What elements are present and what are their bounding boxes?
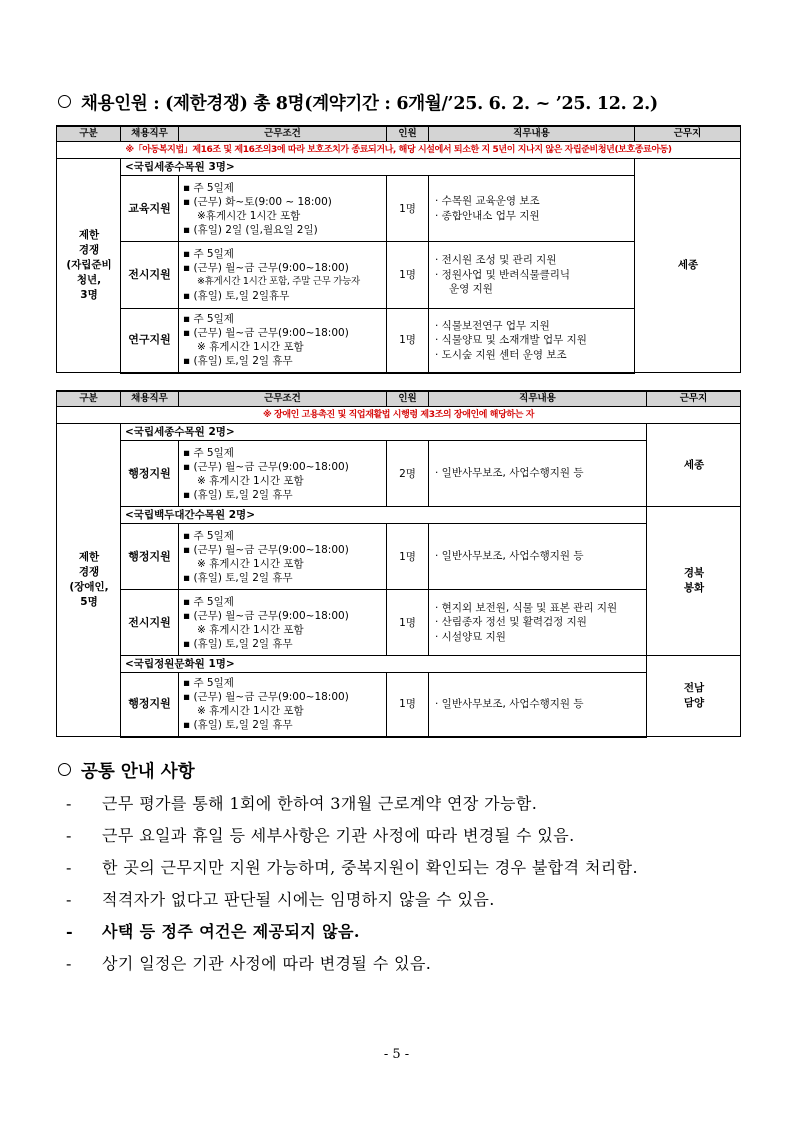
org-label: <국립백두대간수목원 2명>	[121, 507, 647, 524]
eligibility-note: ※「아동복지법」제16조 및 제16조의3에 따라 보호조치가 종료되거나, 해당 시설에서 퇴소한 지 5년이 지나지 않은 자립준비청년(보호종료아동)	[57, 142, 741, 159]
conditions-cell	[179, 309, 387, 373]
table-row	[57, 441, 741, 507]
header-conditions: 근무조건	[179, 126, 387, 142]
duty-cell	[429, 590, 647, 656]
header-duties: 직무내용	[429, 391, 647, 407]
header-count: 인원	[387, 391, 429, 407]
group-line: 제한	[78, 229, 100, 241]
duty-cell	[429, 242, 635, 309]
location-cell: 세종	[647, 424, 741, 507]
location-line: 담양	[683, 697, 705, 709]
cond-line: ▪ (휴일) 토,일 2일 휴무	[183, 571, 293, 584]
cond-line: ▪ (휴일) 토,일 2일 휴무	[183, 488, 293, 501]
duty-line: · 식물보전연구 업무 지원	[435, 319, 550, 332]
group-cell	[57, 159, 121, 373]
org-row	[57, 159, 741, 176]
header-location: 근무지	[647, 391, 741, 407]
job-cell: 전시지원	[121, 242, 179, 309]
org-label: <국립세종수목원 2명>	[121, 424, 647, 441]
location-cell	[647, 656, 741, 737]
duty-line: · 일반사무보조, 사업수행지원 등	[435, 550, 584, 563]
count-cell: 1명	[387, 590, 429, 656]
header-count: 인원	[387, 126, 429, 142]
duty-line: · 종합안내소 업무 지원	[435, 209, 540, 222]
header-category: 구분	[57, 126, 121, 142]
conditions-cell	[179, 176, 387, 242]
heading-text: 채용인원 : (제한경쟁) 총 8명(계약기간 : 6개월/’25. 6. 2. ~ ’25. 12. 2.)	[81, 94, 658, 114]
group-line: (자립준비	[66, 259, 112, 271]
list-item	[66, 916, 766, 948]
cond-line: ▪ 주 5일제	[183, 248, 234, 260]
duty-line: · 일반사무보조, 사업수행지원 등	[435, 467, 584, 480]
duty-cell	[429, 176, 635, 242]
list-item	[66, 788, 766, 820]
job-cell: 전시지원	[121, 590, 179, 656]
table-row	[57, 590, 741, 656]
org-label: <국립정원문화원 1명>	[121, 656, 647, 673]
cond-line: ※ 휴게시간 1시간 포함	[197, 623, 304, 636]
duty-line: · 현지외 보전원, 식물 및 표본 관리 지원	[435, 601, 618, 614]
group-line: (장애인,	[69, 581, 109, 593]
duty-cell	[429, 673, 647, 737]
count-cell: 2명	[387, 441, 429, 507]
job-cell: 행정지원	[121, 441, 179, 507]
location-line: 경북	[683, 567, 705, 579]
cond-line: ※휴게시간 1시간 포함	[197, 209, 301, 222]
page-number: - 5 -	[383, 1047, 410, 1062]
count-cell: 1명	[387, 309, 429, 373]
list-item-text: 적격자가 없다고 판단될 시에는 임명하지 않을 수 있음.	[102, 890, 495, 909]
table-header-row	[57, 391, 741, 407]
header-job: 채용직무	[121, 391, 179, 407]
duty-line: · 식물양묘 및 소재개발 업무 지원	[435, 334, 587, 346]
recruit-table-disabled	[56, 390, 741, 738]
cond-line: ▪ (근무) 월~금 근무(9:00~18:00)	[183, 609, 349, 622]
cond-line: ▪ (근무) 월~금 근무(9:00~18:00)	[183, 327, 349, 340]
header-duties: 직무내용	[429, 126, 635, 142]
common-title-text: 공통 안내 사항	[81, 762, 195, 782]
cond-line: ▪ 주 5일제	[183, 446, 234, 459]
dash-bullet: -	[66, 794, 72, 813]
cond-line: ※휴게시간 1시간 포함, 주말 근무 가능자	[197, 276, 360, 287]
location-cell	[647, 507, 741, 656]
conditions-cell	[179, 441, 387, 507]
duty-line: · 일반사무보조, 사업수행지원 등	[435, 698, 584, 710]
list-item-text: 사택 등 정주 여건은 제공되지 않음.	[102, 922, 360, 941]
header-location: 근무지	[635, 126, 741, 142]
common-info-list	[66, 788, 766, 980]
group-line: 제한	[78, 551, 100, 563]
conditions-cell	[179, 673, 387, 737]
duty-line: 운영 지원	[449, 283, 493, 296]
cond-line: ▪ 주 5일제	[183, 181, 234, 194]
job-cell: 교육지원	[121, 176, 179, 242]
org-row	[57, 424, 741, 441]
cond-line: ▪ (휴일) 토,일 2일휴무	[183, 290, 290, 302]
header-category: 구분	[57, 391, 121, 407]
cond-line: ▪ 주 5일제	[183, 595, 234, 608]
duty-line: · 전시원 조성 및 관리 지원	[435, 254, 557, 267]
cond-line: ▪ (휴일) 토,일 2일 휴무	[183, 637, 293, 650]
conditions-cell	[179, 524, 387, 590]
table-row	[57, 673, 741, 737]
cond-line: ▪ (휴일) 2일 (일,월요일 2일)	[183, 223, 318, 236]
list-item	[66, 852, 766, 884]
count-cell: 1명	[387, 242, 429, 309]
cond-line: ▪ 주 5일제	[183, 313, 234, 326]
conditions-cell	[179, 242, 387, 309]
circle-bullet-icon	[58, 95, 71, 108]
header-conditions: 근무조건	[179, 391, 387, 407]
cond-line: ※ 휴게시간 1시간 포함	[197, 705, 304, 718]
recruit-table-youth	[56, 125, 741, 374]
list-item-text: 한 곳의 근무지만 지원 가능하며, 중복지원이 확인되는 경우 불합격 처리함.	[102, 858, 639, 877]
duty-line: · 도시숲 지원 센터 운영 보조	[435, 348, 567, 361]
cond-line: ▪ (근무) 월~금 근무(9:00~18:00)	[183, 691, 349, 704]
cond-line: ▪ (근무) 화~토(9:00 ~ 18:00)	[183, 195, 332, 208]
duty-cell	[429, 309, 635, 373]
dash-bullet: -	[66, 922, 74, 941]
count-cell: 1명	[387, 524, 429, 590]
location-line: 봉화	[683, 582, 705, 594]
cond-line: ▪ (근무) 월~금 근무(9:00~18:00)	[183, 543, 349, 556]
job-cell: 연구지원	[121, 309, 179, 373]
list-item-text: 근무 평가를 통해 1회에 한하여 3개월 근로계약 연장 가능함.	[102, 794, 538, 813]
cond-line: ▪ (근무) 월~금 근무(9:00~18:00)	[183, 262, 349, 274]
header-job: 채용직무	[121, 126, 179, 142]
cond-line: ▪ (휴일) 토,일 2일 휴무	[183, 355, 293, 368]
cond-line: ▪ (휴일) 토,일 2일 휴무	[183, 719, 293, 732]
cond-line: ▪ (근무) 월~금 근무(9:00~18:00)	[183, 460, 349, 473]
location-cell: 세종	[635, 159, 741, 373]
group-cell	[57, 424, 121, 737]
job-cell: 행정지원	[121, 524, 179, 590]
duty-cell	[429, 441, 647, 507]
eligibility-note-row	[57, 142, 741, 159]
common-info-title	[58, 758, 195, 783]
duty-line: · 정원사업 및 반려식물클리닉	[435, 268, 571, 281]
cond-line: ※ 휴게시간 1시간 포함	[197, 474, 304, 487]
list-item-text: 근무 요일과 휴일 등 세부사항은 기관 사정에 따라 변경될 수 있음.	[102, 826, 575, 845]
group-line: 경쟁	[78, 244, 100, 256]
group-line: 경쟁	[78, 566, 100, 578]
group-line: 3명	[80, 289, 98, 301]
eligibility-note-row	[57, 407, 741, 424]
dash-bullet: -	[66, 858, 72, 877]
dash-bullet: -	[66, 954, 72, 973]
duty-line: · 수목원 교육운영 보조	[435, 195, 540, 207]
table-row	[57, 524, 741, 590]
cond-line: ▪ 주 5일제	[183, 529, 234, 542]
list-item	[66, 820, 766, 852]
location-line: 전남	[683, 682, 705, 694]
cond-line: ※ 휴게시간 1시간 포함	[197, 557, 304, 570]
group-line: 5명	[80, 596, 98, 608]
duty-line: · 산림종자 정선 및 활력검정 지원	[435, 616, 587, 629]
count-cell: 1명	[387, 673, 429, 737]
duty-cell	[429, 524, 647, 590]
org-row	[57, 656, 741, 673]
circle-bullet-icon	[58, 763, 71, 776]
recruitment-heading	[58, 90, 758, 115]
table-header-row	[57, 126, 741, 142]
eligibility-note: ※ 장애인 고용촉진 및 직업재활법 시행령 제3조의 장애인에 해당하는 자	[57, 407, 741, 424]
list-item	[66, 884, 766, 916]
dash-bullet: -	[66, 890, 72, 909]
duty-line: · 시설양묘 지원	[435, 630, 506, 643]
group-line: 청년,	[76, 274, 102, 286]
job-cell: 행정지원	[121, 673, 179, 737]
org-row	[57, 507, 741, 524]
cond-line: ※ 휴게시간 1시간 포함	[197, 341, 304, 354]
cond-line: ▪ 주 5일제	[183, 677, 234, 690]
list-item-text: 상기 일정은 기관 사정에 따라 변경될 수 있음.	[102, 954, 432, 973]
list-item	[66, 948, 766, 980]
count-cell: 1명	[387, 176, 429, 242]
org-label: <국립세종수목원 3명>	[121, 159, 635, 176]
conditions-cell	[179, 590, 387, 656]
dash-bullet: -	[66, 826, 72, 845]
